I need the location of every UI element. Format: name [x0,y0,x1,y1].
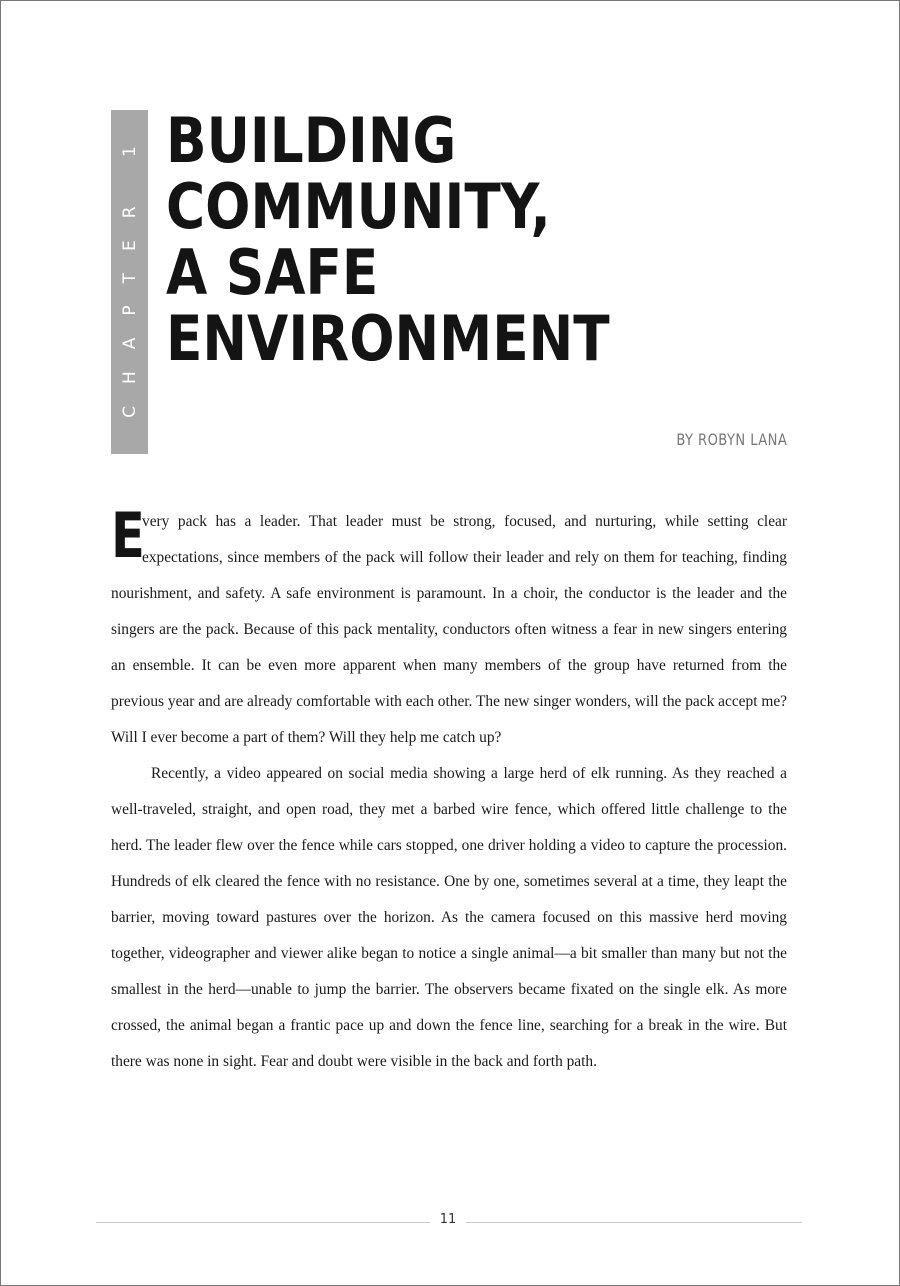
chapter-label [111,110,148,454]
footer-rule-right [466,1222,802,1223]
drop-cap: E [111,499,145,572]
paragraph-1 [111,499,787,756]
chapter-title [166,104,716,375]
body-text [111,499,787,1080]
footer-rule-left [96,1222,430,1223]
paragraph-2: Recently, a video appeared on social media showing a large herd of elk running. As they reached a well-traveled, straight, and open road, they met a barbed wire fence, which offered little challenge to the herd. The leader flew over the fence while cars stopped, one driver holding a video to capture the procession. Hundreds of elk cleared the fence with no resistance. One by one, sometimes several at a time, they leapt the barrier, moving toward pastures over the horizon. As the camera focused on this massive herd moving together, videographer and viewer alike began to notice a single animal—a bit smaller than many but not the smallest in the herd—unable to jump the barrier. The observers became fixated on the single elk. As more crossed, the animal began a frantic pace up and down the fence line, searching for a break in the wire. But there was none in sight. Fear and doubt were visible in the back and forth path. [111,765,787,1070]
byline: BY ROBYN LANA [676,430,787,449]
chapter-label-text: CHAPTER 1 [119,124,140,418]
page-number: 11 [439,1212,457,1227]
chapter-title-line-1: BUILDING COMMUNITY, [166,104,551,243]
paragraph-1-text: very pack has a leader. That leader must be strong, focused, and nurturing, while setting clear expectations, since members of the pack will follow their leader and rely on them for teaching, finding nourishment, and safety. A safe environment is paramount. In a choir, the conductor is the leader and the singers are the pack. Because of this pack mentality, conductors often witness a fear in new singers entering an ensemble. It can be even more apparent when many members of the group have returned from the previous year and are already comfortable with each other. The new singer wonders, will the pack accept me? Will I ever become a part of them? Will they help me catch up? [111,513,787,746]
chapter-title-line-2: A SAFE ENVIRONMENT [166,236,610,375]
